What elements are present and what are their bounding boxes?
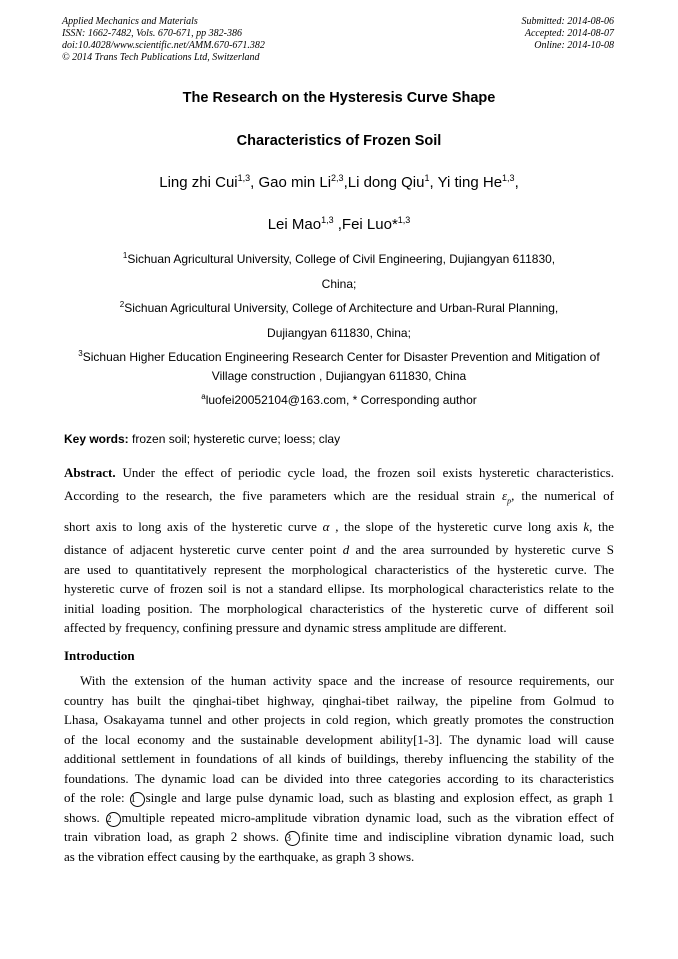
affiliation-3-line-2: Village construction , Dujiangyan 611830, China [211,369,467,383]
abstract-text: Under the effect of periodic cycle load, the frozen soil exists hysteretic characteristics. [115,465,614,480]
author-separator: , [250,174,259,191]
author-name: Lei Mao [267,216,322,233]
intro-text: shows. [64,809,106,825]
abstract-text: According to the research, the five parameters which are the residual strain [64,487,495,503]
email-sup: a [201,392,206,401]
affiliation-1-line-1 [0,252,678,266]
author-name: Yi ting He [437,174,503,191]
affiliation-text: Sichuan Agricultural University, College of Civil Engineering, Dujiangyan 611830, [127,252,556,266]
submission-dates [522,16,615,52]
k-symbol: k [583,519,590,535]
residual-strain-symbol [501,487,512,506]
author-affiliation-sup: 1,3 [397,215,411,225]
intro-line [64,808,614,828]
paper-title-line-2: Characteristics of Frozen Soil [236,133,442,149]
circled-number-2: 2 [106,812,121,827]
intro-line: Lhasa, Osakayama tunnel and other projects in cold region, which greatly promotes the construction [64,712,614,727]
author-separator: , [343,174,348,191]
intro-text: multiple repeated micro-amplitude vibration dynamic load, such as the vibration effect of [121,809,614,825]
abstract-line [64,483,614,515]
epsilon-subscript: p [507,496,512,506]
circled-number-1: 1 [130,792,145,807]
journal-name: Applied Mechanics and Materials [62,16,198,27]
intro-line: additional settlement in foundations of all kinds of buildings, thereby influencing the stability of the [64,751,614,766]
author-list-line-1 [0,174,678,191]
author-affiliation-sup: 2,3 [331,173,344,183]
abstract-text: and the area surrounded by hysteretic curve S [355,542,615,558]
abstract [64,463,614,638]
intro-line: as the vibration effect causing by the earthquake, as graph 3 shows. [64,848,415,864]
keywords-label: Key words: [64,432,129,446]
abstract-line [64,540,614,560]
journal-info [62,16,265,64]
paper-title-line-1: The Research on the Hysteresis Curve Shape [182,90,496,106]
circled-number-3: 3 [285,831,300,846]
journal-doi: doi:10.4028/www.scientific.net/AMM.670-671.382 [62,40,265,51]
abstract-text: , the slope of the hysteretic curve long axis [335,519,578,535]
abstract-line [64,463,614,483]
abstract-line: initial loading position. The morphological characteristics of the hysteretic curve of different soil [64,600,614,616]
online-date: Online: 2014-10-08 [534,40,614,51]
affiliation-1-line-2: China; [321,277,357,291]
abstract-text: distance of adjacent hysteretic curve center point [64,542,337,558]
author-separator: , [514,174,519,191]
d-symbol: d [342,542,350,558]
abstract-label: Abstract. [64,465,116,480]
author-separator: , [429,174,438,191]
author-name: Li dong Qiu [347,174,425,191]
affiliation-sup: 3 [78,349,83,358]
intro-line: foundations. The dynamic load can be divided into three categories according to its characteristics [64,770,614,786]
intro-text: single and large pulse dynamic load, such as blasting and explosion effect, as graph 1 [145,790,614,805]
corresponding-email [0,393,678,407]
submitted-date: Submitted: 2014-08-06 [521,16,614,27]
affiliation-2-line-1 [0,301,678,315]
author-name: Fei Luo* [341,216,398,233]
alpha-symbol: α [322,519,330,535]
author-affiliation-sup: 1,3 [321,215,334,225]
author-affiliation-sup: 1 [424,173,430,183]
author-list-line-2 [0,216,678,233]
affiliation-2-line-2: Dujiangyan 611830, China; [267,326,411,340]
intro-line: With the extension of the human activity space and the increase of resource requirements, our [80,673,614,688]
epsilon-glyph: ε [501,487,508,503]
intro-line [64,788,614,808]
abstract-line: are used to quantitatively represent the morphological characteristics of the hysteretic curve. The [64,561,614,577]
author-name: Gao min Li [258,174,332,191]
keywords-text: frozen soil; hysteretic curve; loess; clay [128,432,341,446]
author-name: Ling zhi Cui [159,174,238,191]
affiliation-text: Sichuan Agricultural University, College of Architecture and Urban-Rural Planning, [124,301,559,315]
abstract-line [64,514,614,540]
author-affiliation-sup: 1,3 [502,173,515,183]
affiliation-3-line-1 [0,350,678,364]
affiliation-text: Sichuan Higher Education Engineering Research Center for Disaster Prevention and Mitigation of [82,350,600,364]
abstract-line: hysteretic curve of frozen soil is not a standard ellipse. Its morphological characteristics relate to the [64,581,614,597]
author-affiliation-sup: 1,3 [237,173,251,183]
journal-copyright: © 2014 Trans Tech Publications Ltd, Switzerland [62,52,260,63]
intro-line: country has built the qinghai-tibet highway, qinghai-tibet railway, the pipeline from Golmud to [64,692,614,708]
affiliation-sup: 2 [119,300,125,309]
email-text: luofei20052104@163.com, * Corresponding author [205,393,477,407]
intro-line: of the local economy and the sustainable development ability[1-3]. The dynamic load will cause [64,731,614,747]
abstract-text: , the numerical of [511,487,614,503]
introduction-body [64,671,614,866]
abstract-text: short axis to long axis of the hysteretic curve [64,519,317,535]
introduction-heading: Introduction [64,648,135,663]
abstract-text: , the [589,519,615,535]
abstract-line: affected by frequency, confining pressure and dynamic stress amplitude are different. [64,620,507,636]
intro-line [64,827,614,847]
author-separator: , [333,216,342,233]
affiliation-sup: 1 [122,251,128,260]
intro-text: finite time and indiscipline vibration dynamic load, such [300,829,614,844]
intro-text: train vibration load, as graph 2 shows. [64,829,285,844]
intro-text: of the role: [64,790,130,805]
journal-issn: ISSN: 1662-7482, Vols. 670-671, pp 382-386 [62,28,242,39]
keywords [64,432,340,446]
accepted-date: Accepted: 2014-08-07 [524,28,614,39]
